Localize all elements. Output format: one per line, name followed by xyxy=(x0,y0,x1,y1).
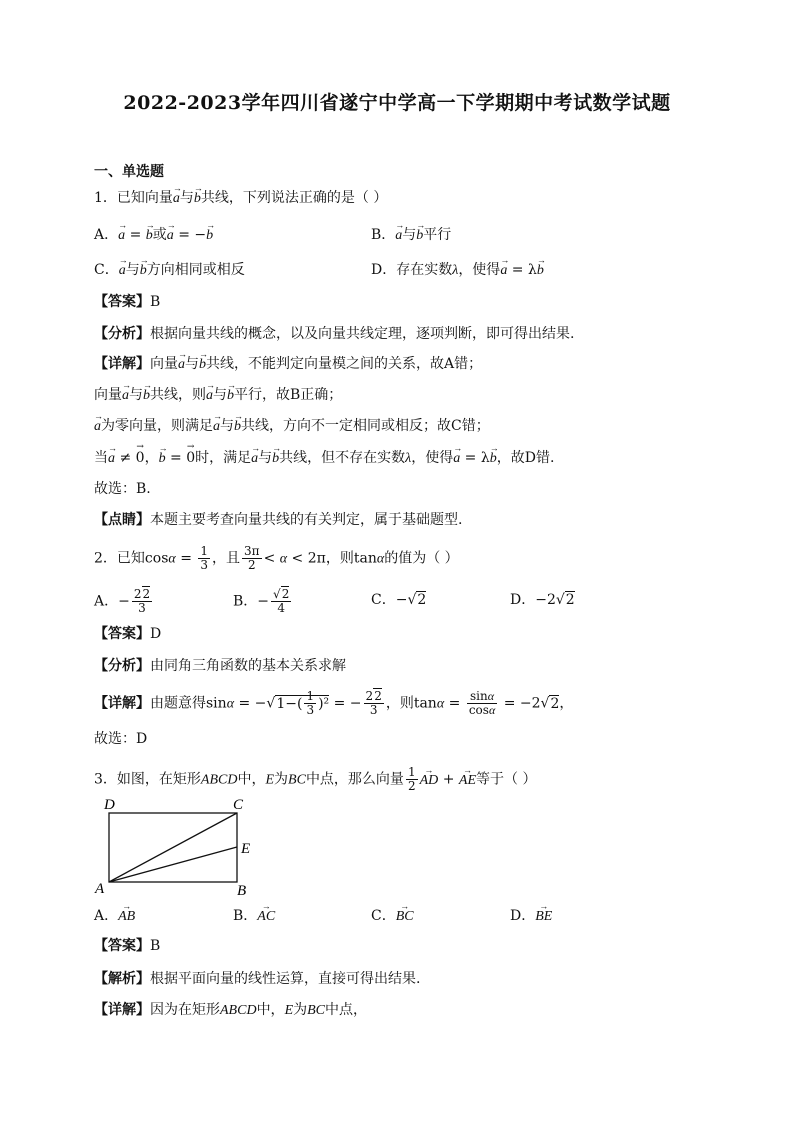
q1-analysis: 【分析】根据向量共线的概念，以及向量共线定理，逐项判断，即可得出结果. xyxy=(94,326,575,342)
q2-choose: 故选：D xyxy=(94,731,148,747)
q1-detail-2: 向量→ a与→ b共线，则→ a与→ b平行，故B正确； xyxy=(94,385,342,406)
q1-choose: 故选：B. xyxy=(94,481,151,497)
rectangle-figure xyxy=(94,795,264,900)
q3-parse: 【解析】根据平面向量的线性运算，直接可得出结果. xyxy=(94,971,421,987)
q3-stem: 3．如图，在矩形ABCD中，E为BC中点，那么向量 $\frac{1}{2}$ → AD + → AE等于（ ） xyxy=(94,766,536,793)
q2-answer: 【答案】D xyxy=(94,626,162,642)
q2-stem: 2．已知cosα = $\frac{1}{3}$ ，且 $\frac{3\pi}{2}$ < α < 2π，则tanα的值为（ ） xyxy=(94,544,459,572)
q1-detail-4: 当→ a ≠ → 0，→ b = → 0时，满足→ a与→ b共线，但不存在实数λ，使得→ a = λ→ b，故D错. xyxy=(94,448,554,469)
q1-comment: 【点睛】本题主要考查向量共线的有关判定，属于基础题型. xyxy=(94,512,463,528)
q3-option-d: D．→ BE xyxy=(510,906,552,927)
label-a: A xyxy=(95,881,105,897)
q3-option-a: A．→ AB xyxy=(94,906,135,927)
q2-analysis: 【分析】由同角三角函数的基本关系求解 xyxy=(94,658,346,674)
q1-detail-1: 【详解】向量→ a与→ b共线，不能判定向量模之间的关系，故A错； xyxy=(94,354,482,375)
label-c: C xyxy=(233,797,244,813)
q2-option-b: B．− $\frac{√2}{4}$ xyxy=(233,587,290,615)
q2-detail: 【详解】由题意得sinα = −√1−( $\frac{1}{3}$ )² = − $\frac{22}{3}$ ，则tanα = $\frac{\sin\alpha}{\cos\alpha}$ = −2√2， xyxy=(94,689,574,717)
q3-option-b: B．→ AC xyxy=(233,906,275,927)
q1-stem: 1．已知向量→ a与→ b共线，下列说法正确的是（ ） xyxy=(94,188,387,209)
section-heading: 一、单选题 xyxy=(94,164,164,180)
q1-option-c: C．→ a与→ b方向相同或相反 xyxy=(94,260,245,281)
label-b: B xyxy=(237,883,247,899)
q2-option-c: C．−√2 xyxy=(371,592,427,608)
page-title: 2022-2023学年四川省遂宁中学高一下学期期中考试数学试题 xyxy=(123,92,671,114)
label-d: D xyxy=(104,797,115,813)
q1-detail-3: → a为零向量，则满足→ a与→ b共线，方向不一定相同或相反；故C错； xyxy=(94,416,490,437)
label-e: E xyxy=(241,841,251,857)
q1-option-b: B．→ a与→ b平行 xyxy=(371,225,451,246)
q3-answer: 【答案】B xyxy=(94,938,161,954)
q2-option-a: A．− $\frac{22}{3}$ xyxy=(94,587,151,615)
segment-ac xyxy=(109,813,237,882)
q3-option-c: C．→ BC xyxy=(371,906,414,927)
segment-ae xyxy=(109,847,237,882)
q1-option-a: A．→ a = → b或→ a = −→ b xyxy=(94,225,213,246)
q1-answer: 【答案】B xyxy=(94,294,161,310)
q3-detail: 【详解】因为在矩形ABCD中，E为BC中点， xyxy=(94,1002,368,1018)
q2-option-d: D．−2√2 xyxy=(510,592,575,608)
q1-option-d: D．存在实数λ，使得→ a = λ→ b xyxy=(371,260,544,281)
